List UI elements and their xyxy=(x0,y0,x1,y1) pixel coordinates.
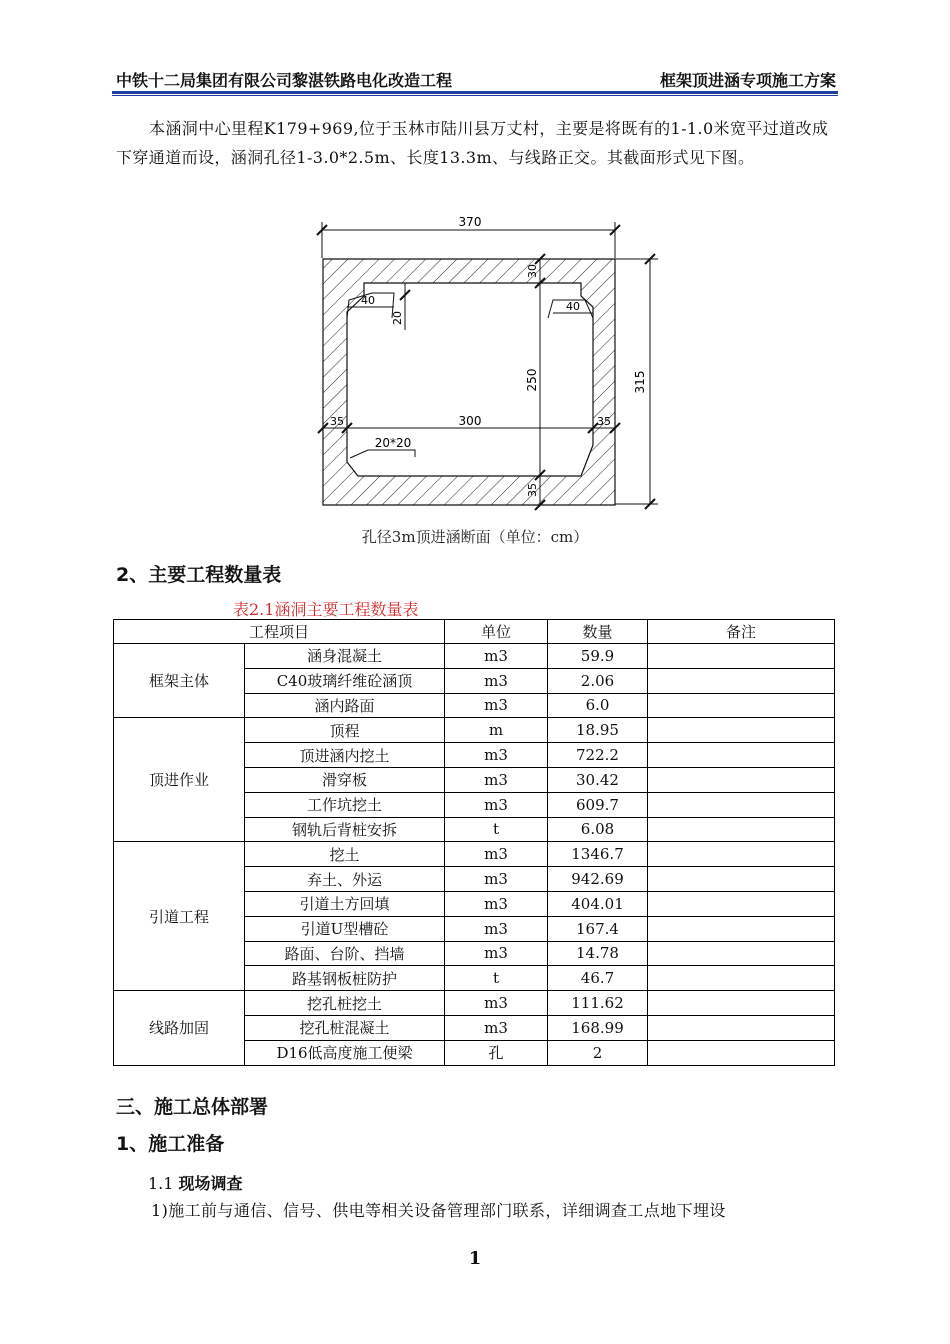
qty-cell: 2.06 xyxy=(548,668,648,693)
figure-caption: 孔径3m顶进涵断面（单位：cm） xyxy=(361,528,589,546)
remark-cell xyxy=(648,693,835,718)
item-cell: 挖孔桩挖土 xyxy=(245,991,445,1016)
item-cell: 挖孔桩混凝土 xyxy=(245,1015,445,1040)
subsection-number: 1.1 xyxy=(148,1174,174,1193)
unit-cell: m3 xyxy=(445,1015,548,1040)
remark-cell xyxy=(648,891,835,916)
item-cell: 工作坑挖土 xyxy=(245,792,445,817)
qty-cell: 59.9 xyxy=(548,644,648,669)
qty-cell: 404.01 xyxy=(548,891,648,916)
remark-cell xyxy=(648,668,835,693)
item-cell: 顶进涵内挖土 xyxy=(245,743,445,768)
remark-cell xyxy=(648,817,835,842)
unit-cell: m3 xyxy=(445,842,548,867)
unit-cell: m3 xyxy=(445,867,548,892)
remark-cell xyxy=(648,966,835,991)
qty-cell: 6.0 xyxy=(548,693,648,718)
qty-cell: 46.7 xyxy=(548,966,648,991)
intro-paragraph: 本涵洞中心里程K179+969,位于玉林市陆川县万丈村，主要是将既有的1-1.0米宽平过道改成下穿通道而设，涵洞孔径1-3.0*2.5m、长度13.3m、与线路正交。其截面形式见下图。 xyxy=(116,119,829,167)
unit-cell: m3 xyxy=(445,941,548,966)
unit-cell: m3 xyxy=(445,743,548,768)
subsection-title: 现场调查 xyxy=(178,1174,243,1193)
unit-cell: m3 xyxy=(445,991,548,1016)
item-cell: 路面、台阶、挡墙 xyxy=(245,941,445,966)
qty-cell: 14.78 xyxy=(548,941,648,966)
unit-cell: m3 xyxy=(445,916,548,941)
dim-inner-height xyxy=(525,254,545,510)
remark-cell xyxy=(648,1040,835,1065)
table-header-row xyxy=(114,620,835,644)
col-header-qty: 数量 xyxy=(548,620,648,644)
group-name-cell: 顶进作业 xyxy=(114,718,245,842)
unit-cell: t xyxy=(445,966,548,991)
item-cell: 挖土 xyxy=(245,842,445,867)
dim-label-370: 370 xyxy=(458,215,482,229)
unit-cell: 孔 xyxy=(445,1040,548,1065)
dim-label-haunch-right-40: 40 xyxy=(566,300,580,313)
col-header-unit: 单位 xyxy=(445,620,548,644)
section-3-1-heading: 1、施工准备 xyxy=(116,1133,225,1155)
dim-total-width xyxy=(317,215,620,258)
qty-cell: 609.7 xyxy=(548,792,648,817)
remark-cell xyxy=(648,941,835,966)
paragraph-survey: 1)施工前与通信、信号、供电等相关设备管理部门联系，详细调查工点地下埋设 xyxy=(151,1201,726,1220)
dim-label-top-30: 30 xyxy=(526,264,539,278)
col-header-item: 工程项目 xyxy=(114,620,445,644)
dim-total-height xyxy=(615,254,658,509)
col-header-remark: 备注 xyxy=(648,620,835,644)
dim-label-300: 300 xyxy=(458,414,482,428)
unit-cell: m3 xyxy=(445,792,548,817)
dim-inner-width xyxy=(318,414,620,433)
unit-cell: t xyxy=(445,817,548,842)
item-cell: 涵内路面 xyxy=(245,693,445,718)
unit-cell: m3 xyxy=(445,693,548,718)
qty-cell: 111.62 xyxy=(548,991,648,1016)
dim-label-haunch-left-40: 40 xyxy=(361,294,375,307)
item-cell: 引道U型槽砼 xyxy=(245,916,445,941)
quantity-table xyxy=(113,619,835,1066)
remark-cell xyxy=(648,916,835,941)
header-project-name: 中铁十二局集团有限公司黎湛铁路电化改造工程 xyxy=(116,71,453,90)
qty-cell: 1346.7 xyxy=(548,842,648,867)
qty-cell: 18.95 xyxy=(548,718,648,743)
item-cell: 顶程 xyxy=(245,718,445,743)
remark-cell xyxy=(648,767,835,792)
item-cell: 涵身混凝土 xyxy=(245,644,445,669)
group-name-cell: 引道工程 xyxy=(114,842,245,991)
qty-cell: 942.69 xyxy=(548,867,648,892)
remark-cell xyxy=(648,718,835,743)
qty-cell: 2 xyxy=(548,1040,648,1065)
page-number: 1 xyxy=(468,1248,482,1269)
item-cell: 滑穿板 xyxy=(245,767,445,792)
remark-cell xyxy=(648,867,835,892)
qty-cell: 722.2 xyxy=(548,743,648,768)
item-cell: D16低高度施工便梁 xyxy=(245,1040,445,1065)
table-row xyxy=(114,991,835,1016)
unit-cell: m3 xyxy=(445,767,548,792)
remark-cell xyxy=(648,842,835,867)
culvert-cross-section-figure xyxy=(0,0,950,560)
section-3-heading: 三、施工总体部署 xyxy=(116,1096,269,1118)
unit-cell: m3 xyxy=(445,668,548,693)
qty-cell: 30.42 xyxy=(548,767,648,792)
item-cell: C40玻璃纤维砼涵顶 xyxy=(245,668,445,693)
dim-label-haunch-left-20: 20 xyxy=(391,311,404,325)
dim-label-bottom-haunch: 20*20 xyxy=(374,436,412,450)
remark-cell xyxy=(648,1015,835,1040)
dim-label-315: 315 xyxy=(633,370,647,394)
item-cell: 钢轨后背桩安拆 xyxy=(245,817,445,842)
remark-cell xyxy=(648,644,835,669)
remark-cell xyxy=(648,792,835,817)
table-row xyxy=(114,644,835,669)
remark-cell xyxy=(648,991,835,1016)
unit-cell: m xyxy=(445,718,548,743)
subsection-heading xyxy=(148,1171,243,1194)
dim-label-250: 250 xyxy=(525,368,539,392)
group-name-cell: 框架主体 xyxy=(114,644,245,718)
qty-cell: 6.08 xyxy=(548,817,648,842)
qty-cell: 167.4 xyxy=(548,916,648,941)
unit-cell: m3 xyxy=(445,644,548,669)
item-cell: 弃土、外运 xyxy=(245,867,445,892)
item-cell: 路基钢板桩防护 xyxy=(245,966,445,991)
table-row xyxy=(114,718,835,743)
remark-cell xyxy=(648,743,835,768)
dim-label-left-35: 35 xyxy=(330,415,344,428)
dim-label-bottom-35: 35 xyxy=(526,483,539,497)
header-document-title: 框架顶进涵专项施工方案 xyxy=(659,71,836,90)
group-name-cell: 线路加固 xyxy=(114,991,245,1065)
section-2-heading: 2、主要工程数量表 xyxy=(116,564,282,586)
unit-cell: m3 xyxy=(445,891,548,916)
table-title: 表2.1涵洞主要工程数量表 xyxy=(233,600,419,619)
item-cell: 引道土方回填 xyxy=(245,891,445,916)
dim-label-right-35: 35 xyxy=(597,415,611,428)
qty-cell: 168.99 xyxy=(548,1015,648,1040)
table-row xyxy=(114,842,835,867)
